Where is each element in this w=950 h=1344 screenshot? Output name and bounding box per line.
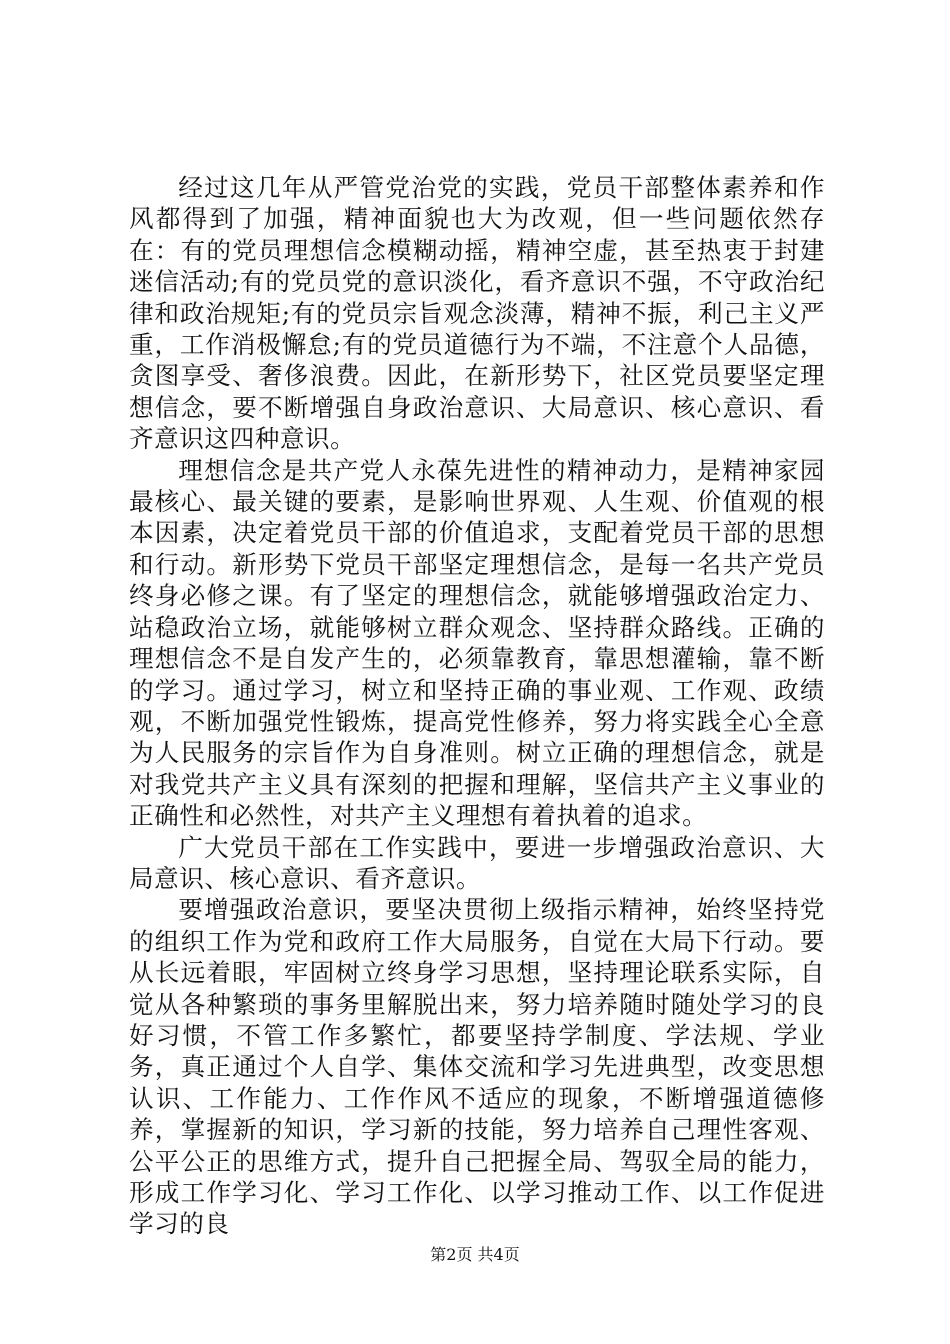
paragraph: 要增强政治意识，要坚决贯彻上级指示精神，始终坚持党的组织工作为党和政府工作大局服务，自觉在大局下行动。要从长远着眼，牢固树立终身学习思想，坚持理论联系实际，自觉从各种繁琐的事务里解脱出来，努力培养随时随处学习的良好习惯，不管工作多繁忙，都要坚持学制度、学法规、学业务，真正通过个人自学、集体交流和学习先进典型，改变思想认识、工作能力、工作作风不适应的现象，不断增强道德修养，掌握新的知识，学习新的技能，努力培养自己理性客观、公平公正的思维方式，提升自己把握全局、驾驭全局的能力，形成工作学习化、学习工作化、以学习推动工作、以工作促进学习的良: [129, 895, 825, 1239]
page-number-footer: 第2页 共4页: [430, 1245, 520, 1264]
paragraph: 广大党员干部在工作实践中，要进一步增强政治意识、大局意识、核心意识、看齐意识。: [129, 832, 825, 893]
paragraph: 理想信念是共产党人永葆先进性的精神动力，是精神家园最核心、最关键的要素，是影响世界观、人生观、价值观的根本因素，决定着党员干部的价值追求，支配着党员干部的思想和行动。新形势下党员干部坚定理想信念，是每一名共产党员终身必修之课。有了坚定的理想信念，就能够增强政治定力、站稳政治立场，就能够树立群众观念、坚持群众路线。正确的理想信念不是自发产生的，必须靠教育，靠思想灌输，靠不断的学习。通过学习，树立和坚持正确的事业观、工作观、政绩观，不断加强党性锻炼，提高党性修养，努力将实践全心全意为人民服务的宗旨作为自身准则。树立正确的理想信念，就是对我党共产主义具有深刻的把握和理解，坚信共产主义事业的正确性和必然性，对共产主义理想有着执着的追求。: [129, 455, 825, 831]
paragraph: 经过这几年从严管党治党的实践，党员干部整体素养和作风都得到了加强，精神面貌也大为改观，但一些问题依然存在：有的党员理想信念模糊动摇，精神空虚，甚至热衷于封建迷信活动;有的党员党的意识淡化，看齐意识不强，不守政治纪律和政治规矩;有的党员宗旨观念淡薄，精神不振，利己主义严重，工作消极懈怠;有的党员道德行为不端，不注意个人品德，贪图享受、奢侈浪费。因此，在新形势下，社区党员要坚定理想信念，要不断增强自身政治意识、大局意识、核心意识、看齐意识这四种意识。: [129, 173, 825, 454]
document-body: [129, 172, 825, 1240]
